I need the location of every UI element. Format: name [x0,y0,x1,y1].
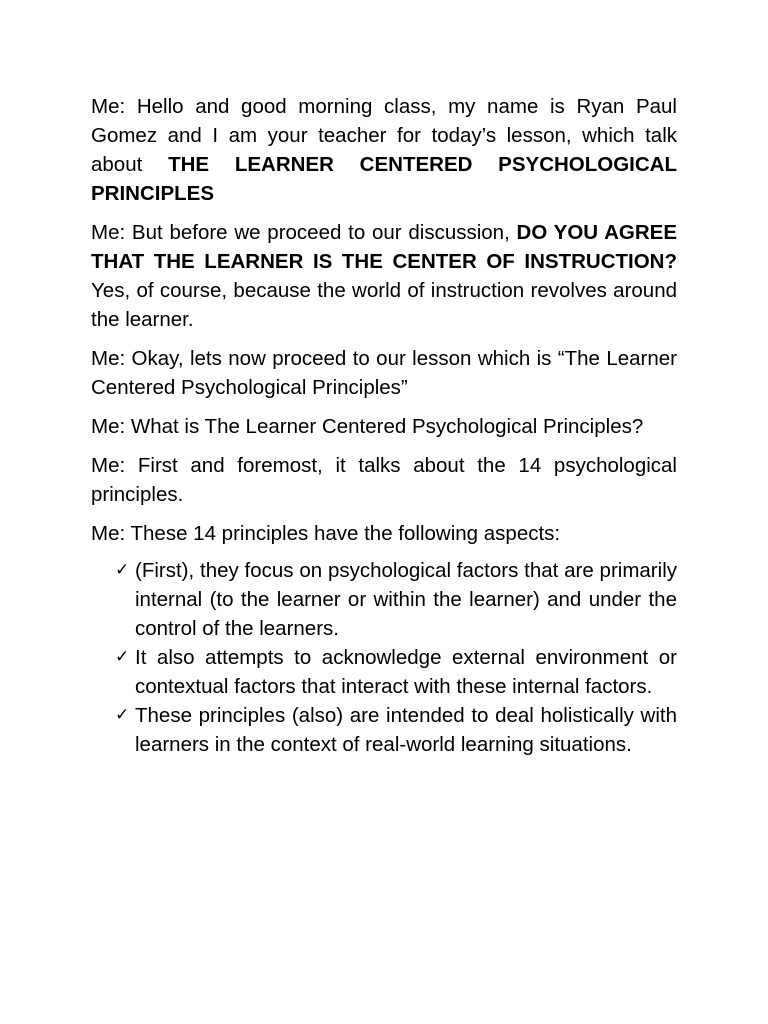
checklist-item [91,643,677,701]
lesson-topic-heading: THE LEARNER CENTERED PSYCHOLOGICAL PRINCIPLES [91,153,677,205]
paragraph-question [91,218,677,334]
checkmark-icon: ✓ [115,647,130,667]
paragraph-aspects-intro [91,519,677,548]
checkmark-icon: ✓ [115,560,130,580]
paragraph-first [91,451,677,509]
checklist-item [91,556,677,643]
checklist-item-text: These principles (also) are intended to deal holistically with learners in the context of real-world learning situations. [135,704,677,756]
proceed-text: Me: Okay, lets now proceed to our lesson which is “The Learner Centered Psychological Principles” [91,347,677,399]
question-answer-text: Yes, of course, because the world of instruction revolves around the learner. [91,279,677,331]
checklist-item [91,701,677,759]
paragraph-greeting [91,92,677,208]
first-text: Me: First and foremost, it talks about the 14 psychological principles. [91,454,677,506]
question-bold-text: DO YOU AGREE THAT THE LEARNER IS THE CENTER OF INSTRUCTION? [91,221,678,273]
checklist-item-text: (First), they focus on psychological factors that are primarily internal (to the learner or within the learner) and under the control of the learners. [135,559,677,640]
checkmark-icon: ✓ [115,705,130,725]
paragraph-what-is [91,412,677,441]
question-intro-text: Me: But before we proceed to our discussion, [91,221,517,244]
aspects-checklist [91,556,677,759]
greeting-text: Me: Hello and good morning class, my name is Ryan Paul Gomez and I am your teacher for today’s lesson, which talk about [91,95,677,176]
paragraph-proceed [91,344,677,402]
checklist-item-text: It also attempts to acknowledge external environment or contextual factors that interact with these internal factors. [135,646,677,698]
aspects-intro-text: Me: These 14 principles have the following aspects: [91,522,561,545]
what-is-text: Me: What is The Learner Centered Psychological Principles? [91,415,644,438]
document-page [91,92,677,759]
